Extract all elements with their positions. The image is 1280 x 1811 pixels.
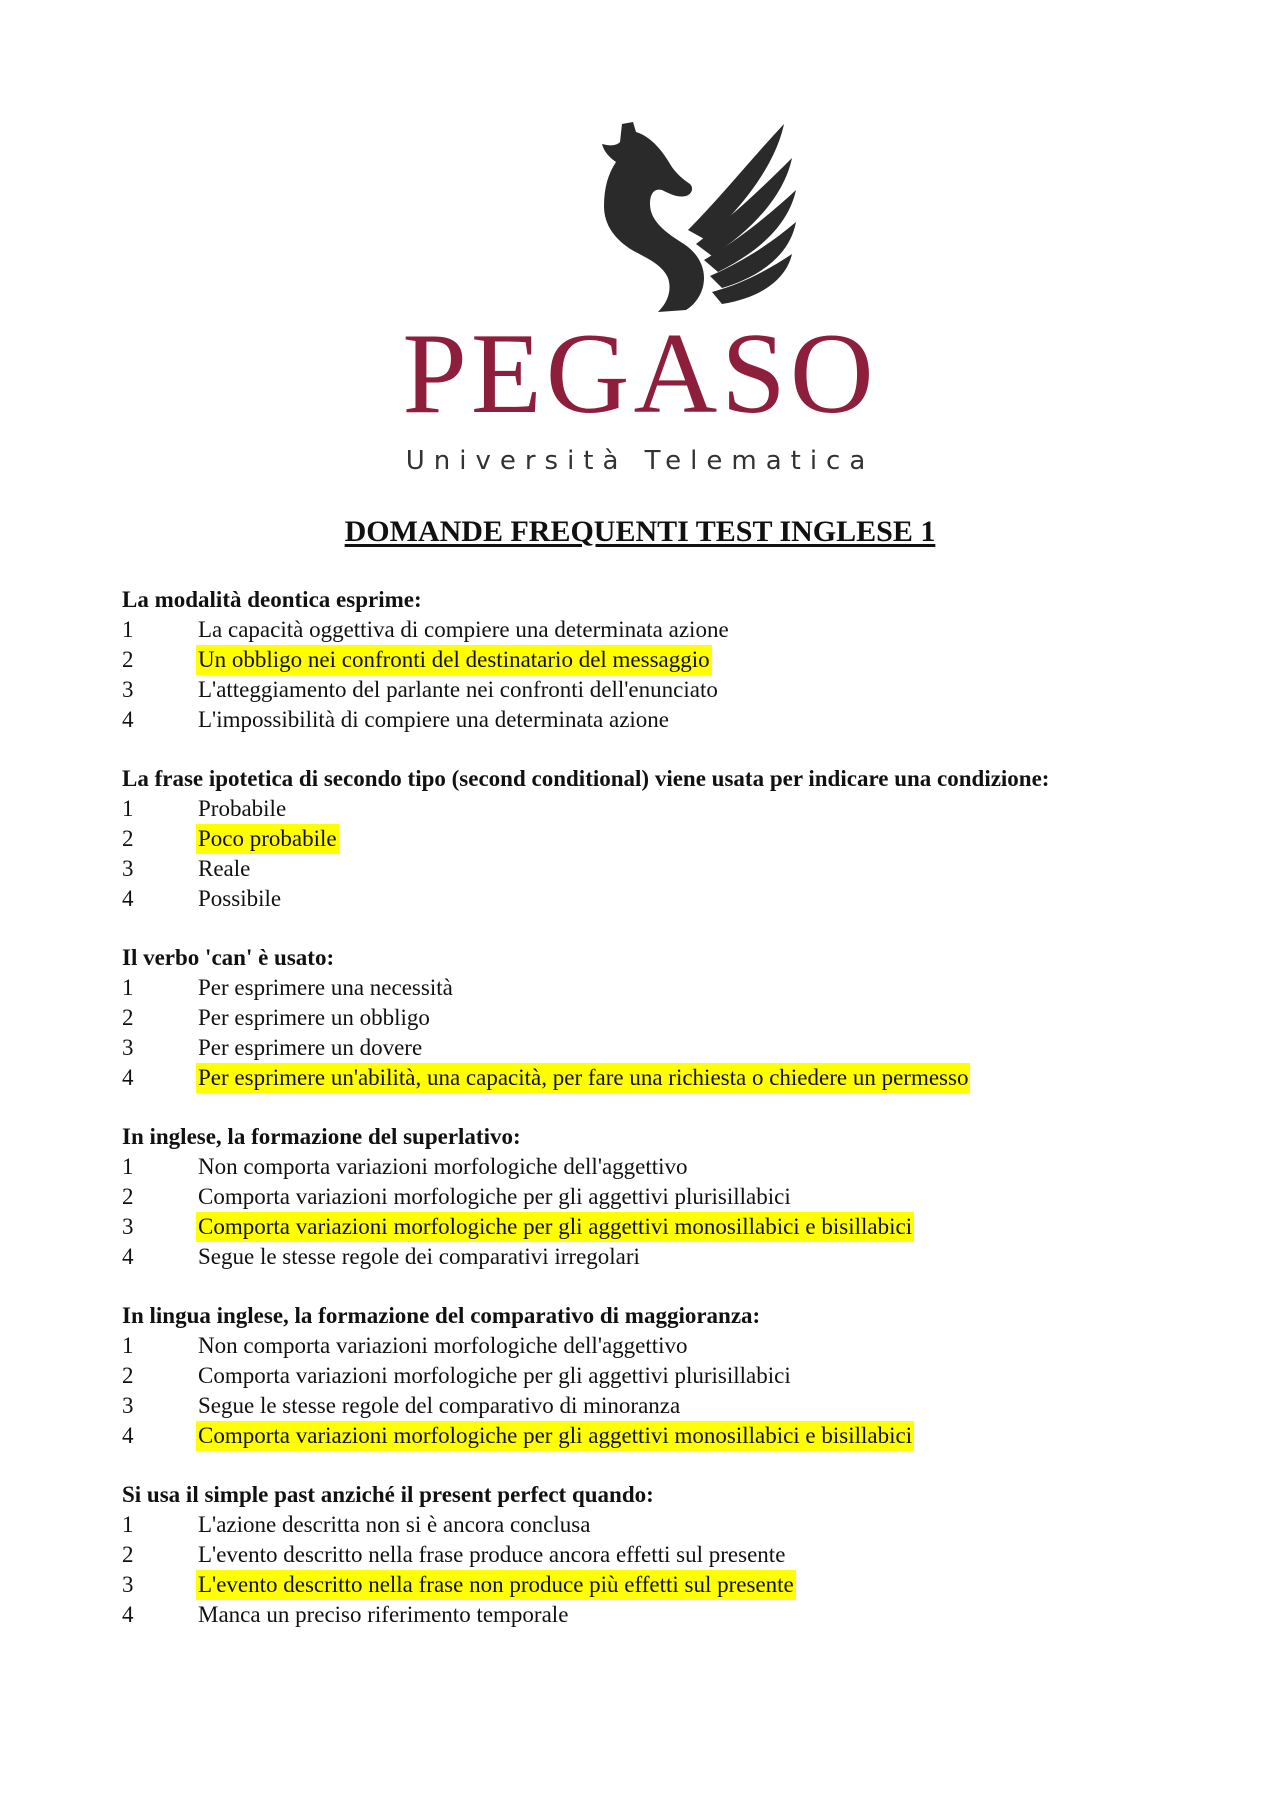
answer-number: 2 [122, 1363, 134, 1388]
question-text: La frase ipotetica di secondo tipo (second conditional) viene usata per indicare una condizione: [122, 766, 1050, 791]
answer-list [122, 1510, 1162, 1630]
answer-option [122, 1152, 1162, 1182]
answer-option [122, 705, 1162, 735]
answer-text: Non comporta variazioni morfologiche dell'aggettivo [198, 1333, 688, 1358]
answer-number: 1 [122, 1512, 134, 1537]
answer-number: 3 [122, 1214, 134, 1239]
highlighted-answer-text: L'evento descritto nella frase non produce più effetti sul presente [196, 1570, 796, 1600]
answer-option [122, 1510, 1162, 1540]
question-block [122, 1301, 1162, 1451]
answer-option [122, 794, 1162, 824]
question-text: Il verbo 'can' è usato: [122, 945, 335, 970]
answer-option [122, 854, 1162, 884]
highlighted-answer-text: Poco probabile [196, 824, 339, 854]
answer-number: 4 [122, 1602, 134, 1627]
answer-number: 1 [122, 796, 134, 821]
answer-option [122, 1182, 1162, 1212]
winged-horse-icon [500, 118, 800, 318]
document-title: DOMANDE FREQUENTI TEST INGLESE 1 [344, 515, 936, 548]
answer-text: Reale [198, 856, 251, 881]
answer-number: 3 [122, 1572, 134, 1597]
question-block [122, 943, 1162, 1093]
answer-option-correct [122, 1212, 1162, 1242]
answer-option [122, 1361, 1162, 1391]
answer-text: Per esprimere un dovere [198, 1035, 423, 1060]
question-text: In lingua inglese, la formazione del comparativo di maggioranza: [122, 1303, 761, 1328]
answer-number: 3 [122, 1393, 134, 1418]
answer-text: Manca un preciso riferimento temporale [198, 1602, 569, 1627]
answer-option [122, 1331, 1162, 1361]
answer-text: Per esprimere una necessità [198, 975, 453, 1000]
question-block [122, 1122, 1162, 1272]
logo-subtitle: Università Telematica [405, 446, 875, 476]
answer-number: 1 [122, 1333, 134, 1358]
question-text: In inglese, la formazione del superlativo: [122, 1124, 521, 1149]
answer-text: Segue le stesse regole del comparativo di minoranza [198, 1393, 681, 1418]
answer-option-correct [122, 1063, 1162, 1093]
answer-option-correct [122, 1421, 1162, 1451]
answer-option [122, 1033, 1162, 1063]
answer-list [122, 794, 1162, 914]
answer-text: Comporta variazioni morfologiche per gli aggettivi plurisillabici [198, 1184, 791, 1209]
answer-option-correct [122, 645, 1162, 675]
answer-option [122, 884, 1162, 914]
question-block [122, 764, 1162, 914]
highlighted-answer-text: Comporta variazioni morfologiche per gli aggettivi monosillabici e bisillabici [196, 1212, 914, 1242]
answer-option [122, 1242, 1162, 1272]
answer-number: 2 [122, 1005, 134, 1030]
answer-number: 2 [122, 826, 134, 851]
answer-option [122, 1600, 1162, 1630]
answer-number: 2 [122, 1542, 134, 1567]
answer-option [122, 973, 1162, 1003]
answer-text: Non comporta variazioni morfologiche dell'aggettivo [198, 1154, 688, 1179]
answer-text: La capacità oggettiva di compiere una determinata azione [198, 617, 729, 642]
answer-option [122, 1540, 1162, 1570]
answer-number: 1 [122, 975, 134, 1000]
question-block [122, 585, 1162, 735]
question-block [122, 1480, 1162, 1630]
answer-option [122, 675, 1162, 705]
answer-text: Possibile [198, 886, 282, 911]
answer-option [122, 615, 1162, 645]
answer-number: 3 [122, 856, 134, 881]
highlighted-answer-text: Per esprimere un'abilità, una capacità, per fare una richiesta o chiedere un permesso [196, 1063, 970, 1093]
answer-number: 1 [122, 617, 134, 642]
answer-number: 1 [122, 1154, 134, 1179]
answer-number: 4 [122, 707, 134, 732]
answer-text: L'atteggiamento del parlante nei confronti dell'enunciato [198, 677, 718, 702]
answer-number: 4 [122, 1244, 134, 1269]
answer-text: L'azione descritta non si è ancora conclusa [198, 1512, 591, 1537]
logo-wordmark: PEGASO [402, 310, 878, 438]
answer-text: L'impossibilità di compiere una determinata azione [198, 707, 670, 732]
question-list [122, 585, 1162, 1659]
answer-option [122, 1391, 1162, 1421]
answer-number: 2 [122, 1184, 134, 1209]
answer-number: 3 [122, 677, 134, 702]
answer-list [122, 1331, 1162, 1451]
answer-number: 3 [122, 1035, 134, 1060]
answer-option-correct [122, 824, 1162, 854]
highlighted-answer-text: Comporta variazioni morfologiche per gli aggettivi monosillabici e bisillabici [196, 1421, 914, 1451]
answer-number: 4 [122, 1065, 134, 1090]
answer-list [122, 1152, 1162, 1272]
answer-option [122, 1003, 1162, 1033]
highlighted-answer-text: Un obbligo nei confronti del destinatario del messaggio [196, 645, 712, 675]
question-text: Si usa il simple past anziché il present perfect quando: [122, 1482, 654, 1507]
answer-number: 4 [122, 1423, 134, 1448]
university-logo [0, 118, 1280, 478]
answer-list [122, 973, 1162, 1093]
answer-number: 4 [122, 886, 134, 911]
answer-option-correct [122, 1570, 1162, 1600]
answer-text: Probabile [198, 796, 287, 821]
answer-text: Per esprimere un obbligo [198, 1005, 430, 1030]
question-text: La modalità deontica esprime: [122, 587, 422, 612]
answer-number: 2 [122, 647, 134, 672]
answer-text: L'evento descritto nella frase produce ancora effetti sul presente [198, 1542, 786, 1567]
answer-list [122, 615, 1162, 735]
answer-text: Segue le stesse regole dei comparativi irregolari [198, 1244, 640, 1269]
answer-text: Comporta variazioni morfologiche per gli aggettivi plurisillabici [198, 1363, 791, 1388]
